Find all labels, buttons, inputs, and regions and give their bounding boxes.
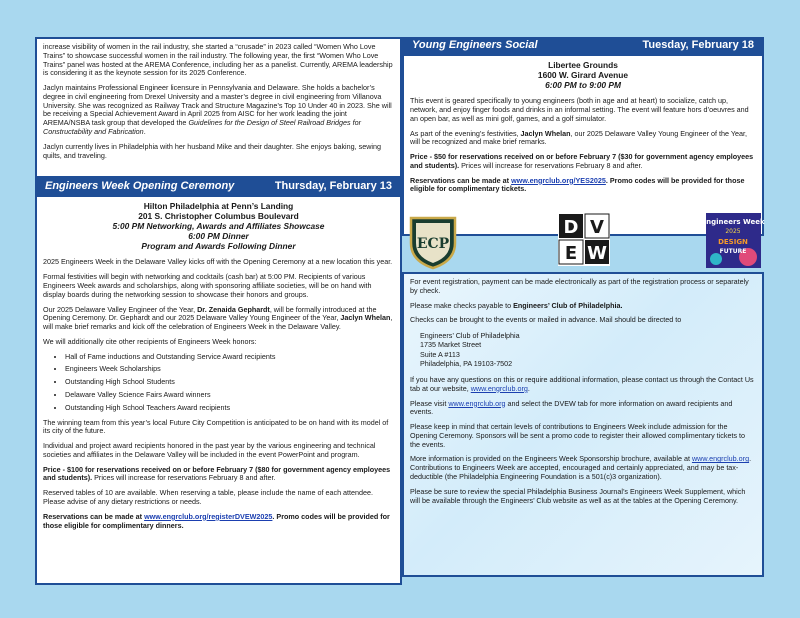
opening-paragraph-1: 2025 Engineers Week in the Delaware Valley kicks off with the Opening Ceremony at a new location this year. xyxy=(43,257,393,267)
young-price: Price - $50 for reservations received on or before February 7 ($30 for government agency employees and students). Prices will increase for reservations February 8 and after. xyxy=(410,152,754,170)
info-paragraph-6: Please keep in mind that certain levels of contributions to Engineers Week include admission for the Opening Ceremony. Sponsors will be sent a promo code to register their allowed complimentary tickets to the events. xyxy=(410,422,746,449)
opening-reservations: Reservations can be made at www.engrclub.org/registerDVEW2025. Promo codes will be provided for those eligible for complimentary dinners. xyxy=(43,511,390,530)
eweek-design-text: DESIGN xyxy=(718,238,748,246)
opening-registration-link[interactable]: www.engrclub.org/registerDVEW2025 xyxy=(144,511,273,521)
dvew-website-link[interactable]: www.engrclub.org xyxy=(448,398,506,408)
mailing-address xyxy=(420,331,756,368)
ecp-logo-text: ECP xyxy=(416,236,450,252)
bio-paragraph-1: increase visibility of women in the rail industry, she started a “crusade” in 2023 called “Women Who Love Trains” to showcase successful women in the rail industry. The following year, the first “Women Who Love Trains” panel was hosted at the AREMA Conference, including her as a panelist. Currently, AREMA leadership is considering it as the keynote session for its 2025 Conference. xyxy=(43,42,393,78)
dvew-letter-d: D xyxy=(563,217,579,238)
info-paragraph-3: Checks can be brought to the events or mailed in advance. Mail should be directed to xyxy=(410,315,682,325)
opening-address: 201 S. Christopher Columbus Boulevard xyxy=(138,211,299,222)
list-item: • Hall of Fame inductions and Outstanding Service Award recipients xyxy=(65,353,394,362)
bio-paragraph-3: Jaclyn currently lives in Philadelphia with her husband Mike and their daughter. She enjoys baking, sewing quilts, and traveling. xyxy=(43,141,382,160)
ecp-logo xyxy=(408,215,458,270)
young-engineers-title: Young Engineers Social xyxy=(412,39,538,51)
opening-paragraph-7: Reserved tables of 10 are available. When reserving a table, please include the name of each attendee. Please advise of any dietary restrictions or needs. xyxy=(43,488,374,507)
young-paragraph-2: As part of the evening’s festivities, Jaclyn Whelan, our 2025 Delaware Valley Young Engineer of the Year, will be recognized and make brief remarks. xyxy=(410,128,747,147)
opening-schedule-2: 6:00 PM Dinner xyxy=(188,231,249,242)
opening-ceremony-date: Thursday, February 13 xyxy=(274,180,392,192)
young-engineers-details xyxy=(410,60,756,90)
dvew-logo xyxy=(558,213,610,266)
eweek-title-text: Engineers Week xyxy=(701,218,765,226)
dvew-letter-e: E xyxy=(564,243,578,264)
young-address: 1600 W. Girard Avenue xyxy=(537,70,629,81)
young-time: 6:00 PM to 9:00 PM xyxy=(545,80,621,91)
info-paragraph-7: More information is provided on the Engineers Week Sponsorship brochure, available at www.engrclub.org. Contributions to Engineers Week are accepted, encouraged and certainly appreciated, and may be tax-deductible (the Philadelphia Engineering Foundation is a 501(c)3 organization). xyxy=(410,454,752,482)
list-item: • Outstanding High School Teachers Award recipients xyxy=(65,404,394,413)
opening-paragraph-4: We will additionally cite other recipients of Engineers Week honors: xyxy=(43,336,257,346)
address-line: Philadelphia, PA 19103-7502 xyxy=(420,358,513,368)
opening-ceremony-details xyxy=(43,201,394,251)
bio-paragraph-2: Jaclyn maintains Professional Engineer licensure in Pennsylvania and Delaware. She holds a bachelor’s degree in civil engineering from Drexel University and a master’s degree in civil engineering from Villanova University. She was recognized as Railway Track and Structure Magazine’s Top 10 Under 40 in 2023. She will be receiving a Special Achievement Award in April 2025 from AISC for her work leading the joint AREMA/NSBA task group that developed the Guidelines for the Design of Steel Railroad Bridges for Constructability and Fabrication. xyxy=(43,83,392,137)
bio-continuation-panel xyxy=(35,37,402,178)
opening-paragraph-5: The winning team from this year’s local Future City Competition is anticipated to be on hand with its model of its city of the future. xyxy=(43,417,389,436)
dvew-letter-w: W xyxy=(587,243,607,264)
info-paragraph-4: If you have any questions on this or require additional information, please contact us through the Contact Us tab at our website, www.engrclub.org. xyxy=(410,375,754,393)
young-paragraph-1: This event is geared specifically to young engineers (both in age and at heart) to socialize, catch up, network, and enjoy finger foods and drinks in an informal setting. The event will feature hors d’oeuvres and an open bar, as well as mini golf, games, and a golf simulator. xyxy=(410,96,749,123)
opening-paragraph-6: Individual and project award recipients honored in the past year by the various engineering and technical societies and affiliates in the Delaware Valley will be included in the event PowerPoint and program. xyxy=(43,441,376,459)
opening-schedule-1: 5:00 PM Networking, Awards and Affiliates Showcase xyxy=(112,221,325,232)
ecp-shield-icon xyxy=(408,215,458,270)
website-link[interactable]: www.engrclub.org xyxy=(470,383,528,393)
list-item: • Outstanding High School Students xyxy=(65,378,394,387)
young-reservations: Reservations can be made at www.engrclub.org/YES2025. Promo codes will be provided for those eligible for complimentary tickets. xyxy=(410,175,745,194)
opening-paragraph-3: Our 2025 Delaware Valley Engineer of the Year, Dr. Zenaida Gephardt, will be formally introduced at the Opening Ceremony. Dr. Gephardt and our 2025 Delaware Valley Young Engineer of the Year, Jaclyn Whelan, will make brief remarks and kick off the celebration of Engineers Week in the Delaware Valley. xyxy=(43,304,393,332)
engineers-week-logo xyxy=(701,213,765,268)
address-line: Suite A #113 xyxy=(420,349,460,359)
dvew-letters-icon xyxy=(558,213,610,266)
info-paragraph-8: Please be sure to review the special Philadelphia Business Journal’s Engineers Week Supplement, which will be available through the Engineers’ Club website as well as at the tables at the Opening Ceremony. xyxy=(410,486,746,505)
opening-schedule-3: Program and Awards Following Dinner xyxy=(141,241,296,252)
info-paragraph-5: Please visit www.engrclub.org and select the DVEW tab for more information on award recipients and events. xyxy=(410,398,733,417)
info-paragraph-2: Please make checks payable to Engineers’ Club of Philadelphia. xyxy=(410,300,623,310)
engineers-week-badge-icon xyxy=(701,213,765,268)
list-item: • Delaware Valley Science Fairs Award winners xyxy=(65,391,394,400)
eweek-year-text: 2025 xyxy=(725,228,741,235)
dvew-letter-v: V xyxy=(590,217,604,238)
young-engineers-panel xyxy=(402,54,764,236)
young-engineers-header xyxy=(402,37,764,54)
opening-ceremony-panel xyxy=(35,195,402,585)
address-line: 1735 Market Street xyxy=(420,340,482,350)
honors-list xyxy=(65,353,394,413)
opening-ceremony-title: Engineers Week Opening Ceremony xyxy=(45,180,235,192)
list-item: • Engineers Week Scholarships xyxy=(65,365,394,374)
young-venue: Libertee Grounds xyxy=(548,60,618,70)
young-engineers-date: Tuesday, February 18 xyxy=(642,39,754,51)
registration-info-panel xyxy=(402,272,764,577)
sponsorship-link[interactable]: www.engrclub.org xyxy=(691,454,750,464)
address-line: Engineers’ Club of Philadelphia xyxy=(420,331,520,341)
opening-ceremony-header xyxy=(35,178,402,195)
opening-price: Price - $100 for reservations received on or before February 7 ($80 for government agency employees and students). Prices will increase for reservations February 8 and after. xyxy=(43,464,391,483)
eweek-future-text: FUTURE xyxy=(719,248,747,255)
info-paragraph-1: For event registration, payment can be made electronically as part of the registration process or separately by check. xyxy=(410,277,749,295)
opening-paragraph-2: Formal festivities will begin with networking and cocktails (cash bar) at 5:00 PM. Recipients of various Engineers Week awards and scholarships, along with sponsoring affiliate societies, will be on hand with display boards during the networking session to showcase their honors and groups. xyxy=(43,272,372,299)
opening-venue: Hilton Philadelphia at Penn’s Landing xyxy=(143,201,294,211)
young-registration-link[interactable]: www.engrclub.org/YES2025 xyxy=(511,175,606,185)
